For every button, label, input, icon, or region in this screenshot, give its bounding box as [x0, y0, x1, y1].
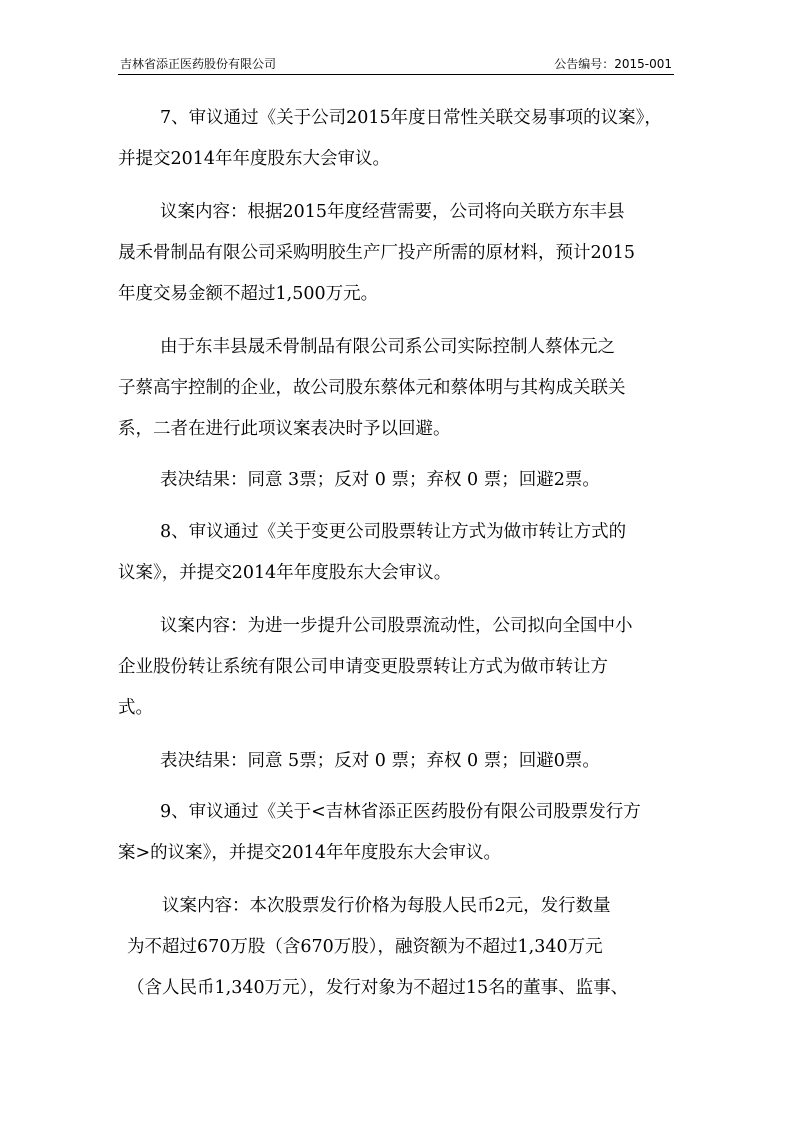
vote-result-line: 表决结果：同意 3票；反对 0 票；弃权 0 票；回避2票。	[160, 470, 600, 490]
paragraph-line: 年度交易金额不超过1,500万元。	[118, 284, 379, 304]
paragraph-line: 子蔡高宇控制的企业，故公司股东蔡体元和蔡体明与其构成关联关	[118, 378, 626, 398]
paragraph-line: 系，二者在进行此项议案表决时予以回避。	[118, 419, 451, 439]
paragraph-line: 案>的议案》，并提交2014年年度股东大会审议。	[118, 843, 501, 863]
page-header	[118, 56, 674, 75]
paragraph-line: 议案》，并提交2014年年度股东大会审议。	[118, 563, 452, 583]
header-company-name: 吉林省添正医药股份有限公司	[120, 57, 277, 71]
paragraph-line: 企业股份转让系统有限公司申请变更股票转让方式为做市转让方	[118, 657, 608, 677]
paragraph-line: 9、审议通过《关于<吉林省添正医药股份有限公司股票发行方	[160, 802, 641, 822]
paragraph-line: 并提交2014年年度股东大会审议。	[118, 149, 391, 169]
paragraph-line: 议案内容：为进一步提升公司股票流动性，公司拟向全国中小	[160, 616, 633, 636]
paragraph-line: 议案内容：根据2015年度经营需要，公司将向关联方东丰县	[160, 202, 625, 222]
paragraph-line: 议案内容：本次股票发行价格为每股人民币2元，发行数量	[162, 896, 611, 916]
paragraph-line: 为不超过670万股（含670万股），融资额为不超过1,340万元	[127, 937, 603, 957]
vote-result-line: 表决结果：同意 5票；反对 0 票；弃权 0 票；回避0票。	[160, 751, 600, 771]
header-notice-number: 公告编号：2015-001	[554, 57, 672, 71]
paragraph-line: 由于东丰县晟禾骨制品有限公司系公司实际控制人蔡体元之	[160, 337, 615, 357]
paragraph-line: （含人民币1,340万元），发行对象为不超过15名的董事、监事、	[127, 978, 629, 998]
paragraph-line: 晟禾骨制品有限公司采购明胶生产厂投产所需的原材料，预计2015	[118, 243, 636, 263]
paragraph-line: 8、审议通过《关于变更公司股票转让方式为做市转让方式的	[160, 522, 627, 542]
paragraph-line: 式。	[118, 698, 153, 718]
paragraph-line: 7、审议通过《关于公司2015年度日常性关联交易事项的议案》，	[160, 108, 662, 128]
